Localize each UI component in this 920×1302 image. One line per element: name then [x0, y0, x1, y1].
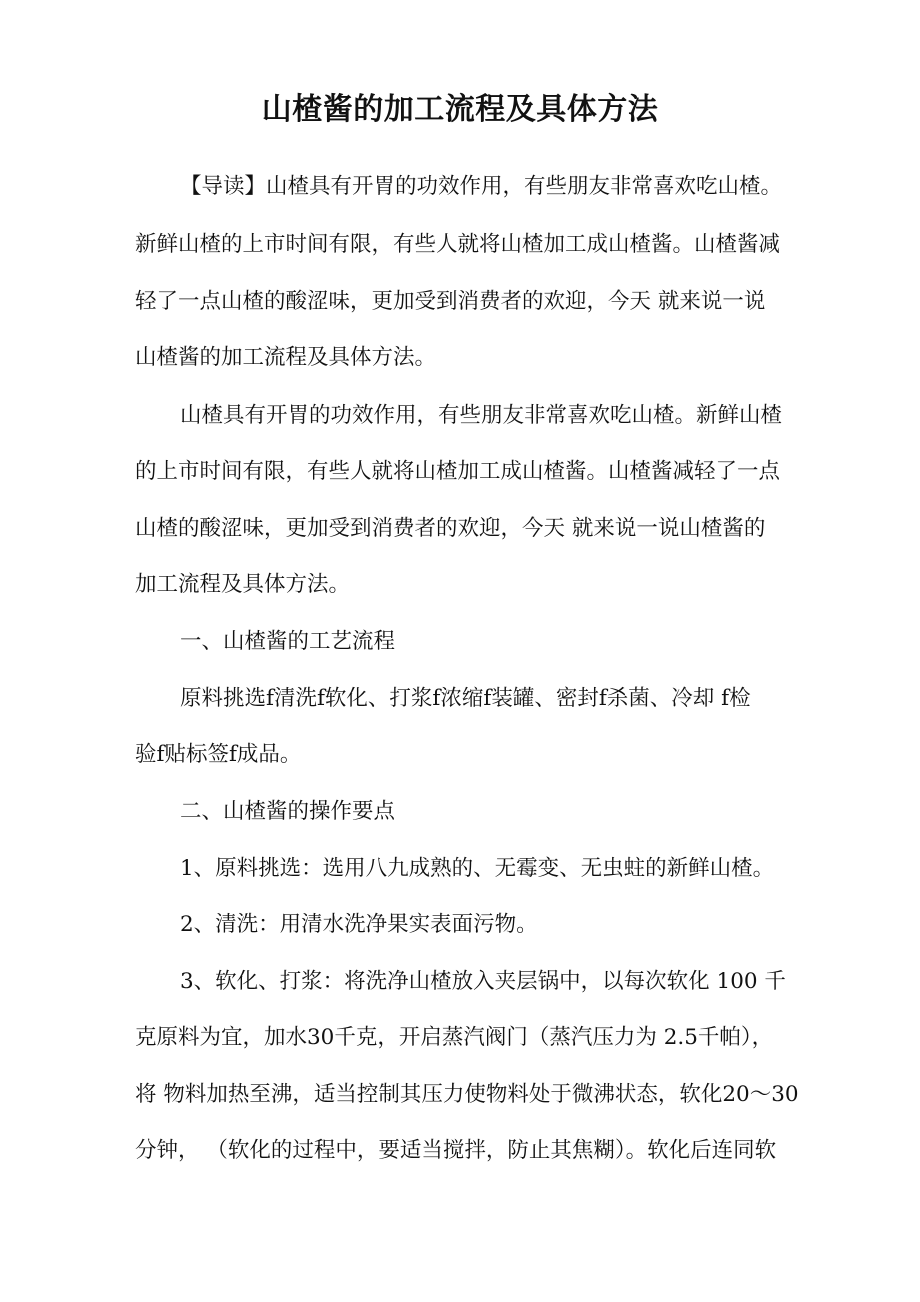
- text-line: 新鲜山楂的上市时间有限，有些人就将山楂加工成山楂酱。山楂酱减: [135, 232, 781, 257]
- text-line: 的上市时间有限，有些人就将山楂加工成山楂酱。山楂酱减轻了一点: [135, 459, 781, 484]
- text-line: 克原料为宜，加水30千克，开启蒸汽阀门（蒸汽压力为 2.5千帕），: [135, 1025, 774, 1050]
- section-heading: 一、山楂酱的工艺流程: [180, 629, 396, 654]
- document-title: 山楂酱的加工流程及具体方法: [261, 92, 659, 127]
- section-heading: 二、山楂酱的操作要点: [180, 799, 396, 824]
- text-line: 轻了一点山楂的酸涩味，更加受到消费者的欢迎，今天 就来说一说: [135, 289, 766, 314]
- text-line: 2、清洗：用清水洗净果实表面污物。: [180, 912, 538, 937]
- text-line: 山楂具有开胃的功效作用，有些朋友非常喜欢吃山楂。新鲜山楂: [180, 403, 783, 428]
- text-line: 验f贴标签f成品。: [135, 742, 302, 767]
- text-line: 原料挑选f清洗f软化、打浆f浓缩f装罐、密封f杀菌、冷却 f检: [180, 686, 751, 711]
- text-line: 将 物料加热至沸，适当控制其压力使物料处于微沸状态，软化20〜30: [135, 1082, 799, 1107]
- text-line: 山楂酱的加工流程及具体方法。: [135, 345, 437, 370]
- text-line: 3、软化、打浆：将洗净山楂放入夹层锅中，以每次软化 100 千: [180, 969, 786, 994]
- text-line: 1、原料挑选：选用八九成熟的、无霉变、无虫蛀的新鲜山楂。: [180, 856, 775, 881]
- text-line: 加工流程及具体方法。: [135, 572, 351, 597]
- text-line: 山楂的酸涩味，更加受到消费者的欢迎，今天 就来说一说山楂酱的: [135, 516, 766, 541]
- text-line: 【导读】山楂具有开胃的功效作用，有些朋友非常喜欢吃山楂。: [180, 174, 783, 199]
- text-line: 分钟， （软化的过程中，要适当搅拌，防止其焦糊）。软化后连同软: [135, 1138, 777, 1163]
